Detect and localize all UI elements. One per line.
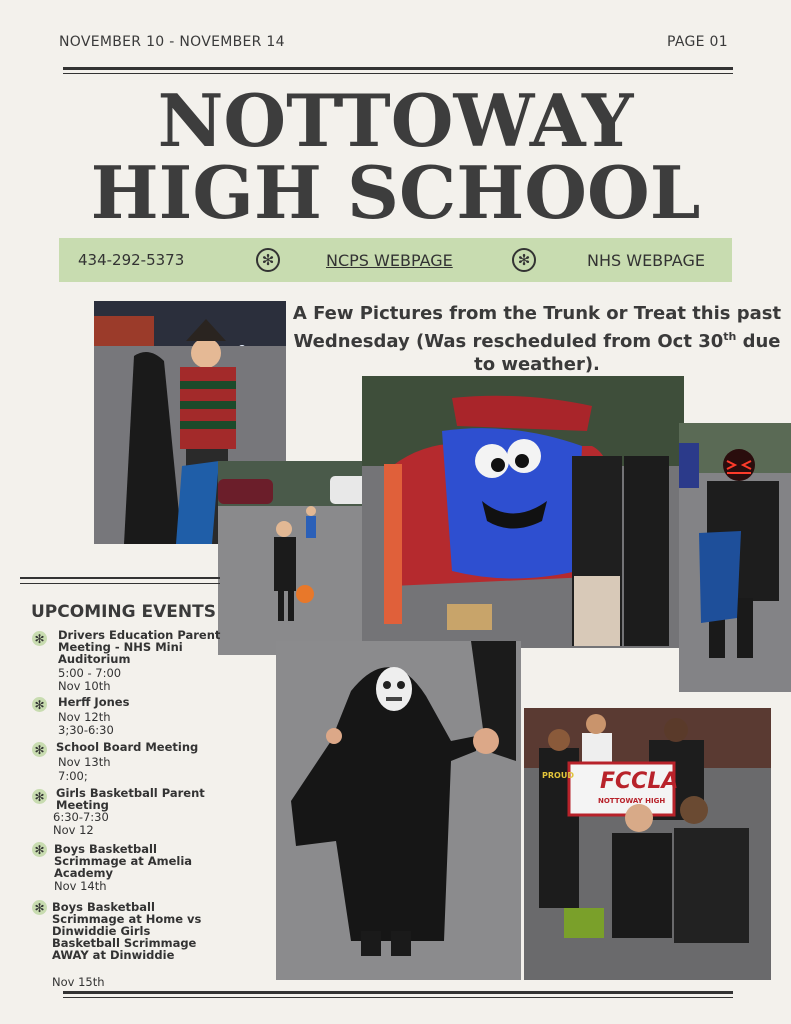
photo-led-mask — [679, 423, 791, 692]
asterisk-icon: ✻ — [256, 248, 280, 272]
title-line2: HIGH SCHOOL — [90, 150, 701, 235]
event-bullet-icon: ✻ — [32, 742, 47, 757]
fccla-banner-subtext: NOTTOWAY HIGH — [598, 797, 666, 805]
events-rule-thin — [20, 583, 220, 584]
title-line1: NOTTOWAY — [157, 78, 634, 163]
bottom-rule — [63, 991, 733, 994]
event-detail: Nov 13th — [58, 755, 111, 769]
event-detail: 5:00 - 7:00 — [58, 666, 122, 680]
events-rule — [20, 577, 220, 579]
shirt-text: PROUD — [542, 771, 574, 780]
event-bullet-icon: ✻ — [32, 842, 47, 857]
event-title: Herff Jones — [58, 695, 130, 709]
top-rule-thin — [63, 73, 733, 74]
event-detail: Nov 14th — [54, 879, 107, 893]
event-detail: 3;30-6:30 — [58, 723, 114, 737]
headline-text: A Few Pictures from the Trunk or Treat this past Wednesday (Was rescheduled from Oct 30 — [292, 303, 782, 352]
headline-text-end: due to weather). — [474, 331, 781, 375]
event-bullet-icon: ✻ — [32, 900, 47, 915]
phone-number: 434-292-5373 — [78, 251, 185, 269]
photo-fccla-group — [524, 708, 771, 980]
event-detail: 6:30-7:30 — [53, 810, 109, 824]
headline-superscript: th — [723, 330, 737, 343]
nhs-webpage-link[interactable]: NHS WEBPAGE — [587, 251, 705, 270]
event-bullet-icon: ✻ — [32, 697, 47, 712]
asterisk-icon: ✻ — [512, 248, 536, 272]
event-detail: 7:00; — [58, 769, 88, 783]
event-detail: Nov 15th — [52, 975, 105, 989]
event-bullet-icon: ✻ — [32, 789, 47, 804]
photo-boy-pumpkin — [218, 461, 380, 655]
event-title: Drivers Education Parent Meeting - NHS Mini Auditorium — [58, 628, 221, 666]
event-title: School Board Meeting — [56, 740, 199, 754]
ncps-webpage-link[interactable]: NCPS WEBPAGE — [326, 251, 453, 270]
photos-headline — [292, 302, 782, 376]
event-title: Boys Basketball Scrimmage at Home vs Dinwiddie Girls Basketball Scrimmage AWAY at Dinwiddie — [52, 900, 202, 962]
date-range: NOVEMBER 10 - NOVEMBER 14 — [59, 34, 285, 50]
event-detail: Nov 12th — [58, 710, 111, 724]
fccla-banner-text: FCCLA — [600, 769, 679, 794]
event-detail: Nov 10th — [58, 679, 111, 693]
top-rule — [63, 67, 733, 70]
event-detail: Nov 12 — [53, 823, 94, 837]
photo-ghost-costume — [276, 641, 521, 980]
event-title: Girls Basketball Parent Meeting — [56, 786, 205, 812]
event-bullet-icon: ✻ — [32, 631, 47, 646]
bottom-rule-thin — [63, 997, 733, 998]
events-heading: UPCOMING EVENTS — [31, 602, 216, 622]
photo-cookie-monster-trunk — [362, 376, 684, 648]
event-title: Boys Basketball Scrimmage at Amelia Academy — [54, 842, 193, 880]
page-number: PAGE 01 — [667, 34, 728, 50]
